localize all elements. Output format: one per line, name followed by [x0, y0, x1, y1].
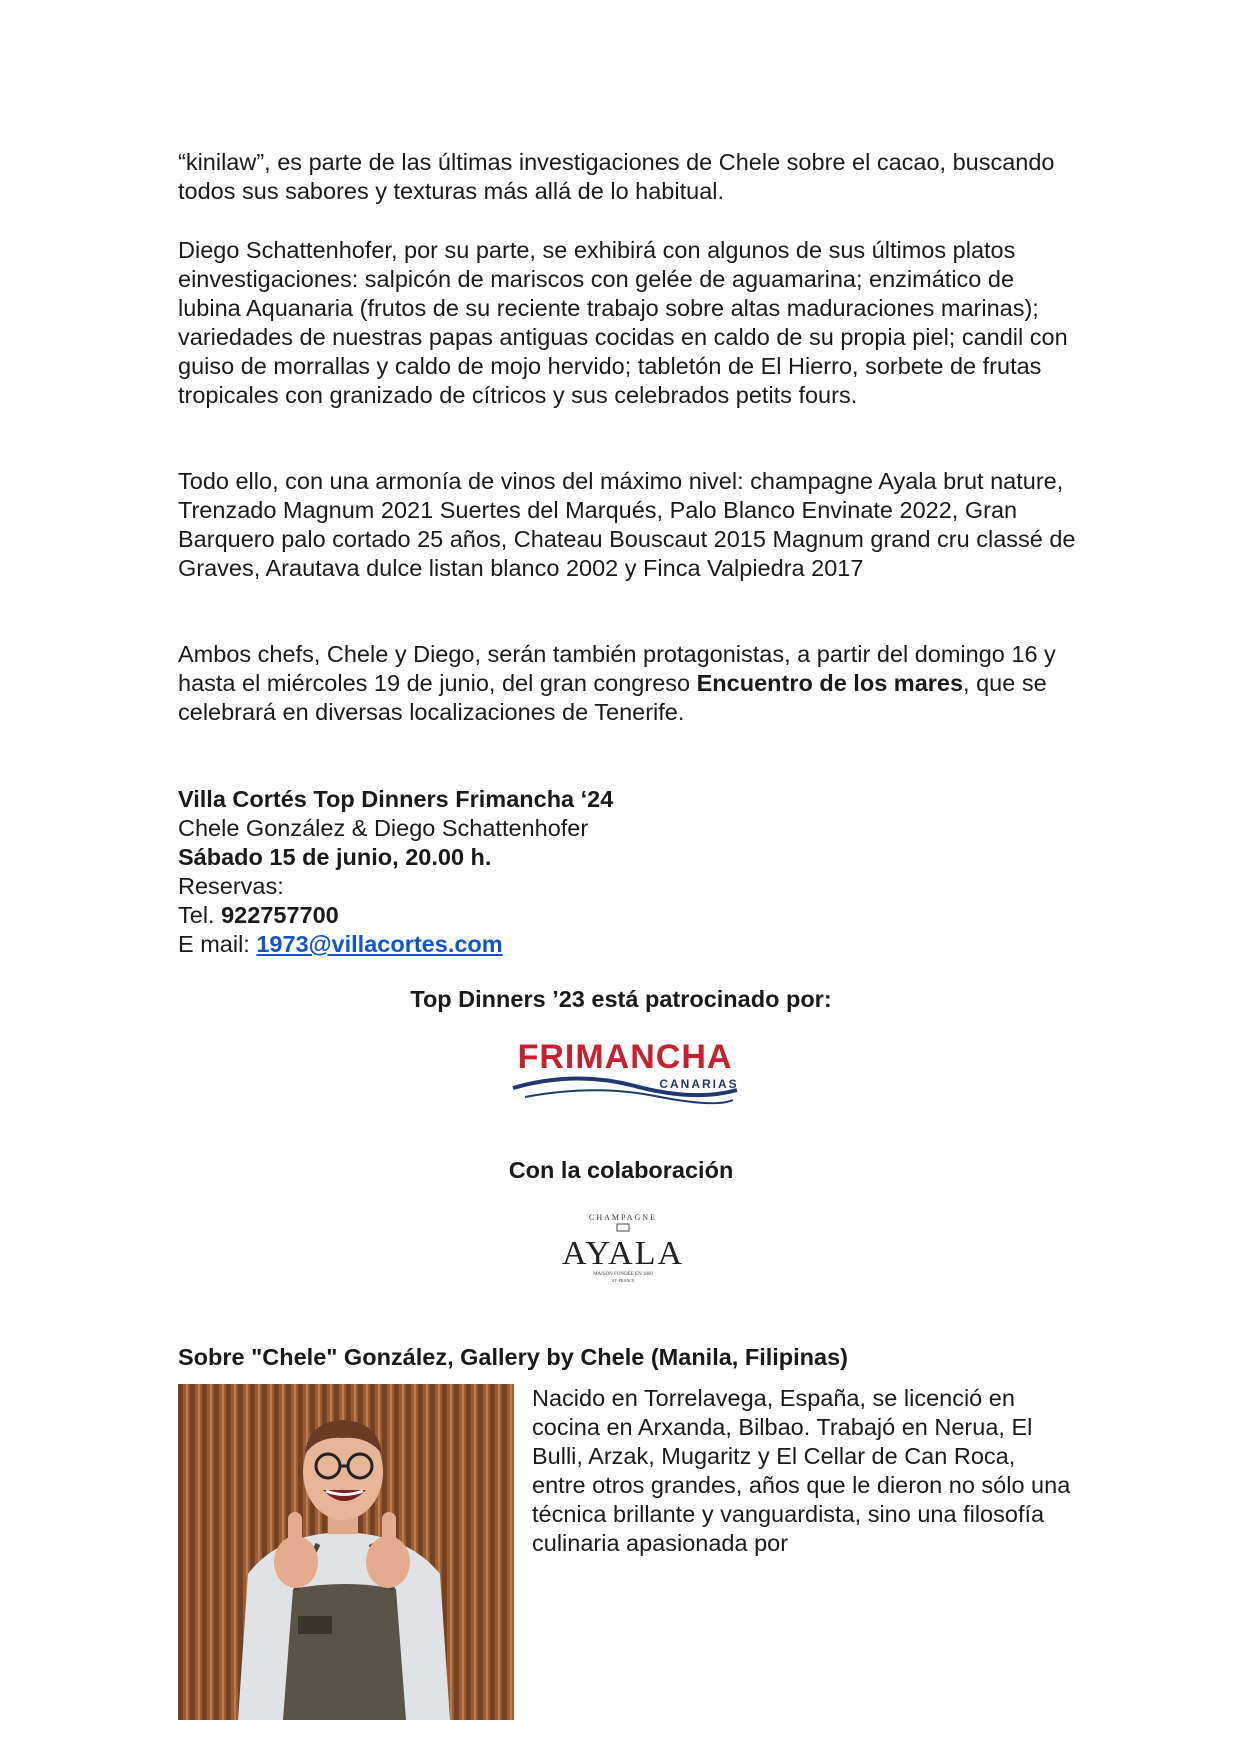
ayala-bottom1: MAISON FONDÉE EN 1860: [593, 1272, 653, 1277]
chef-photo: [178, 1384, 514, 1720]
tel-label: Tel.: [178, 902, 222, 928]
congreso-text-start: Ambos chefs, Chele y Diego, serán también protagonistas, a partir del domingo 16 y hasta el miércoles 19 de junio, del gran congreso: [178, 641, 1056, 696]
ayala-logo: [561, 1210, 685, 1290]
paragraph-kinilaw: “kinilaw”, es parte de las últimas investigaciones de Chele sobre el cacao, buscando todos sus sabores y texturas más allá de lo habitual.: [178, 149, 1055, 204]
bio-title: Sobre "Chele" González, Gallery by Chele (Manila, Filipinas): [178, 1344, 849, 1370]
paragraph-diego: Diego Schattenhofer, por su parte, se exhibirá con algunos de sus últimos platos einvestigaciones: salpicón de mariscos con gelée de aguamarina; enzimático de lubina Aquanaria (frutos de su reciente trabajo sobre altas maduraciones marinas); variedades de nuestras papas antiguas cocidas en caldo de su propia piel; candil con guiso de morrallas y caldo de mojo hervido; tabletón de El Hierro, sorbete de frutas tropicales con granizado de cítricos y sus celebrados petits fours.: [178, 237, 1068, 408]
ayala-top: CHAMPAGNE: [589, 1213, 657, 1222]
event-info: [178, 785, 613, 959]
paragraph-wines: Todo ello, con una armonía de vinos del máximo nivel: champagne Ayala brut nature, Trenzado Magnum 2021 Suertes del Marqués, Palo Blanco Envinate 2022, Gran Barquero palo cortado 25 años, Chateau Bouscaut 2015 Magnum grand cru classé de Graves, Arautava dulce listan blanco 2002 y Finca Valpiedra 2017: [178, 468, 1076, 581]
event-chefs: Chele González & Diego Schattenhofer: [178, 815, 589, 841]
tel-line: [178, 901, 613, 930]
congreso-text-end: , que se celebrará en diversas localizaciones de Tenerife.: [178, 670, 1047, 725]
email-link[interactable]: 1973@villacortes.com: [256, 931, 503, 957]
reservas-label: Reservas:: [178, 873, 284, 899]
bio-text: Nacido en Torrelavega, España, se licenció en cocina en Arxanda, Bilbao. Trabajó en Nerua, El Bulli, Arzak, Mugaritz y El Cellar de Can Roca, entre otros grandes, años que le dieron no sólo una técnica brillante y vanguardista, sino una filosofía culinaria apasionada por: [532, 1385, 1071, 1556]
tel-value: 922757700: [221, 902, 339, 928]
paragraph-congreso: [178, 640, 1078, 727]
frimancha-sub: CANARIAS: [659, 1077, 739, 1091]
email-label: E mail:: [178, 931, 257, 957]
ayala-name: AYALA: [561, 1235, 685, 1272]
frimancha-name: FRIMANCHA: [517, 1038, 733, 1076]
email-line: [178, 930, 613, 959]
sponsor-title: Top Dinners ’23 está patrocinado por:: [410, 986, 832, 1012]
event-date: Sábado 15 de junio, 20.00 h.: [178, 844, 492, 870]
frimancha-logo: [505, 1034, 745, 1114]
event-title: Villa Cortés Top Dinners Frimancha ‘24: [178, 786, 614, 812]
ayala-bottom2: AŸ-FRANCE: [611, 1278, 635, 1283]
congreso-name: Encuentro de los mares: [696, 670, 964, 696]
collab-title: Con la colaboración: [508, 1157, 734, 1183]
